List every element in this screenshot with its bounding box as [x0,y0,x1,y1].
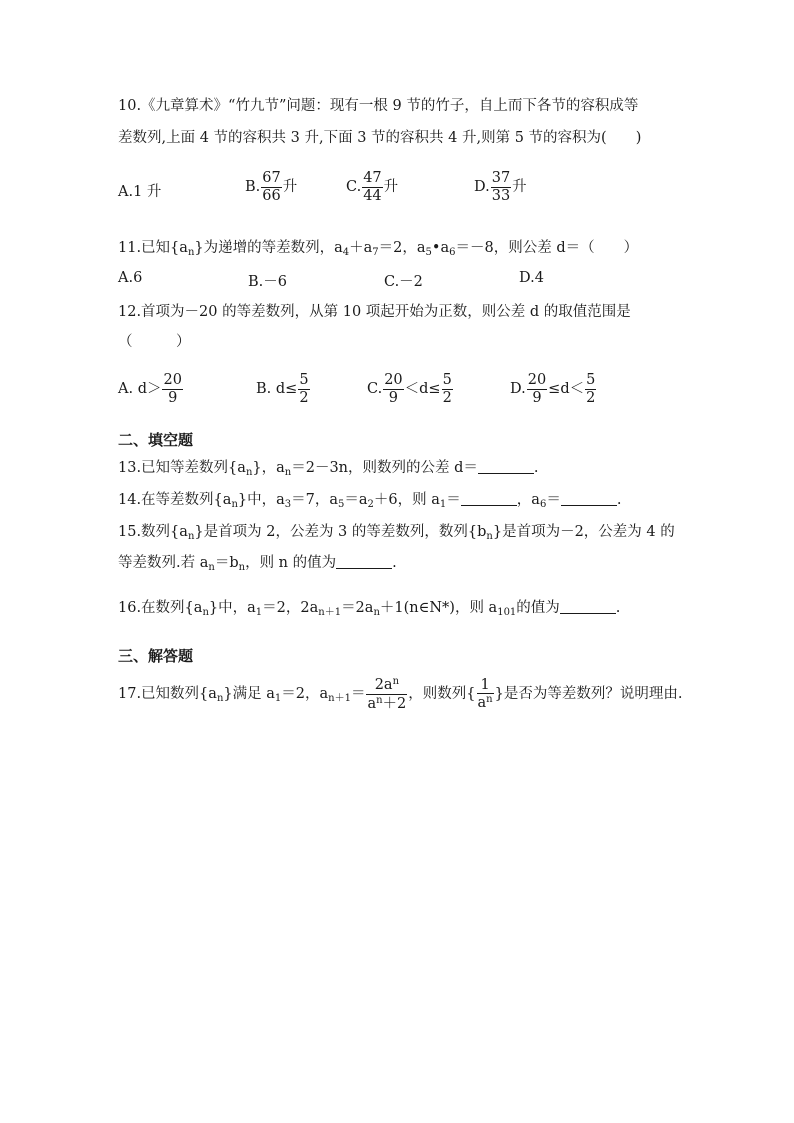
q12-option-a: A. d＞ $\frac{20}{9}$ [118,372,182,406]
section-fill-in-title: 二、填空题 [118,431,194,449]
q11-stem: 11.已知$\{a_n\}$为递增的等差数列，$a_4+a_7=2$，$a_5•a_6=-8$，则公差 d＝（ ） [118,240,639,258]
q15-answer-blank [336,554,392,569]
q12-line2: （ ） [118,334,191,350]
q15-line1: 15.数列$\{a_n\}$是首项为 2，公差为 3 的等差数列，数列$\{b_n\}$是首项为－2，公差为 4 的 [118,524,675,542]
q11-option-d: D.4 [519,270,544,286]
q12-option-b: B. d≤ $\frac{5}{2}$ [256,372,309,406]
q10-line2: 差数列,上面 4 节的容积共 3 升,下面 3 节的容积共 4 升,则第 5 节的容积为( ) [118,130,642,146]
q12-option-d: D. $\frac{20}{9}$ ≤d＜ $\frac{5}{2}$ [510,372,596,406]
q17-reciprocal-fraction: $\frac{1}{a^n}$ [477,676,493,712]
section-solution-title: 三、解答题 [118,647,194,665]
q10-option-c: C. $\frac{47}{44}$ 升 [346,170,399,204]
q14-stem: 14.在等差数列$\{a_n\}$中，$a_3=7$，$a_5=a_2+6$，则 $a_1=$ ，$a_6=$ . [118,492,622,510]
q11-option-b: B.－6 [248,274,287,290]
q13-answer-blank [478,459,534,474]
q14-answer-blank-a6 [561,491,617,506]
q17-recurrence-fraction: $\frac{2a^n}{a^n+2}$ [367,676,407,712]
q11-option-c: C.－2 [384,274,423,290]
q10-option-b: B. $\frac{67}{66}$ 升 [245,170,298,204]
q10-line1: 10.《九章算术》“竹九节”问题：现有一根 9 节的竹子，自上而下各节的容积成等 [118,98,639,114]
q12-line1: 12.首项为－20 的等差数列，从第 10 项起开始为正数，则公差 d 的取值范围是 [118,304,631,320]
q12-option-c: C. $\frac{20}{9}$ ＜d≤ $\frac{5}{2}$ [367,372,452,406]
q16-answer-blank [560,599,616,614]
q11-option-a: A.6 [118,270,143,286]
q13-stem: 13.已知等差数列$\{a_n\}$，$a_n=2-3n$，则数列的公差 d＝ . [118,460,539,478]
q10-option-a: A.1 升 [118,184,162,200]
q15-line2: 等差数列.若 $a_n=b_n$，则 n 的值为 . [118,555,397,573]
q14-answer-blank-a1 [461,491,517,506]
q17-stem: 17.已知数列$\{a_n\}$满足 $a_1=2$，$a_{n+1}=$ $\frac{2a^n}{a^n+2}$ ，则数列{ $\frac{1}{a^n}$ }是否为等差数列？说明理由. [118,676,683,712]
q10-option-d: D. $\frac{37}{33}$ 升 [474,170,527,204]
q16-stem: 16.在数列$\{a_n\}$中，$a_1=2$，$2a_{n+1}=2a_n+1(n\in N*)$，则 $a_{101}$的值为 . [118,600,621,618]
